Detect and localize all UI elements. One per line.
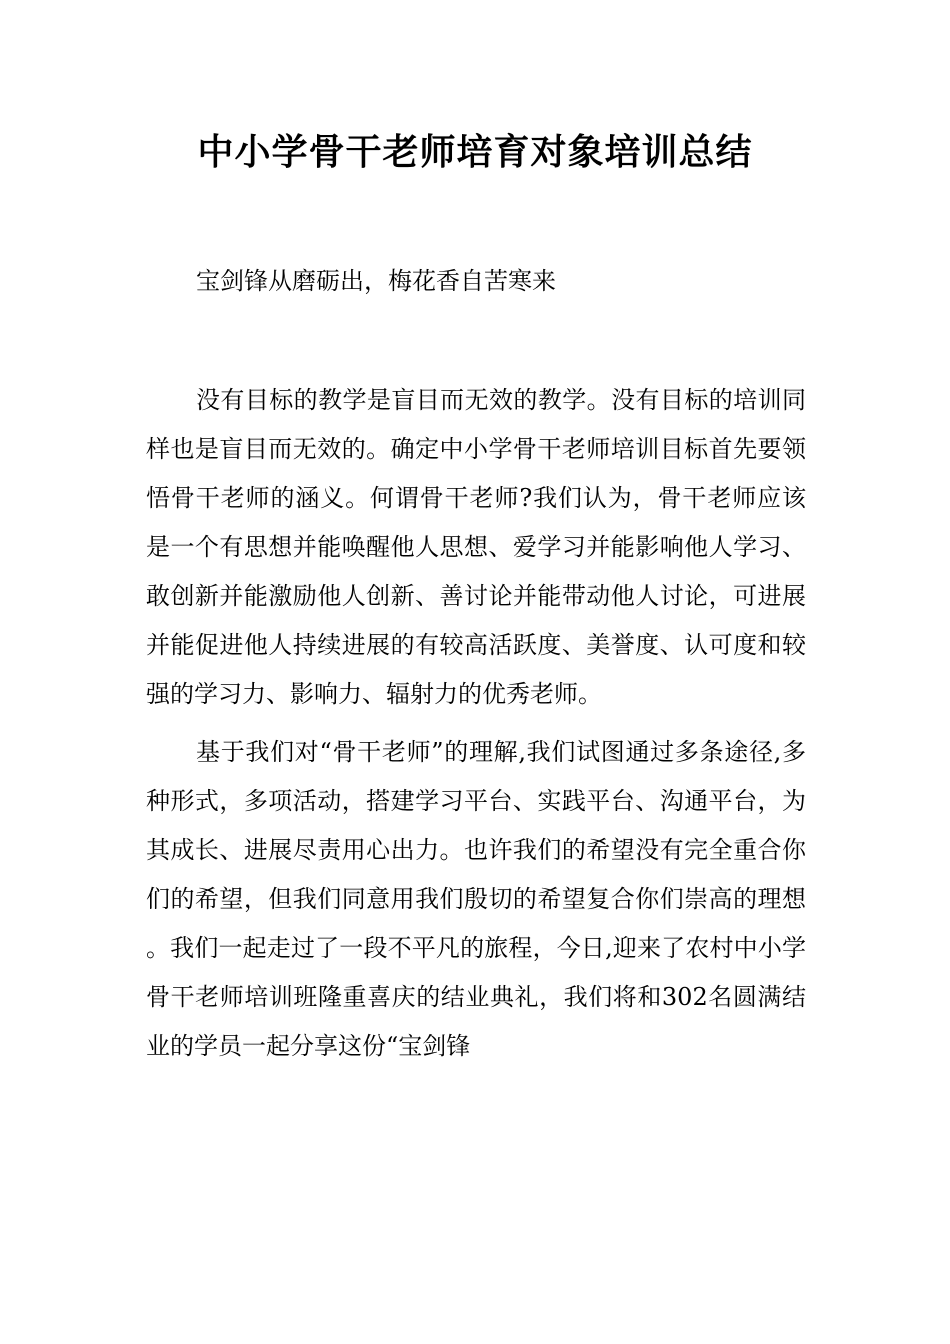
document-motto: 宝剑锋从磨砺出，梅花香自苦寒来: [196, 267, 556, 295]
document-body: [146, 376, 806, 1071]
body-paragraph-1: 没有目标的教学是盲目而无效的教学。没有目标的培训同样也是盲目而无效的。确定中小学骨干老师培训目标首先要领悟骨干老师的涵义。何谓骨干老师?我们认为，骨干老师应该是一个有思想并能唤醒他人思想、爱学习并能影响他人学习、敢创新并能激励他人创新、善讨论并能带动他人讨论，可进展并能促进他人持续进展的有较高活跃度、美誉度、认可度和较强的学习力、影响力、辐射力的优秀老师。: [146, 386, 806, 708]
document-title: 中小学骨干老师培育对象培训总结: [197, 132, 753, 173]
body-paragraph-2: 基于我们对“骨干老师”的理解,我们试图通过多条途径,多种形式，多项活动，搭建学习平台、实践平台、沟通平台，为其成长、进展尽责用心出力。也许我们的希望没有完全重合你们的希望，但我们同意用我们殷切的希望复合你们崇高的理想。我们一起走过了一段不平凡的旅程，今日,迎来了农村中小学骨干老师培训班隆重喜庆的结业典礼，我们将和302名圆满结业的学员一起分享这份“宝剑锋: [146, 738, 806, 1060]
